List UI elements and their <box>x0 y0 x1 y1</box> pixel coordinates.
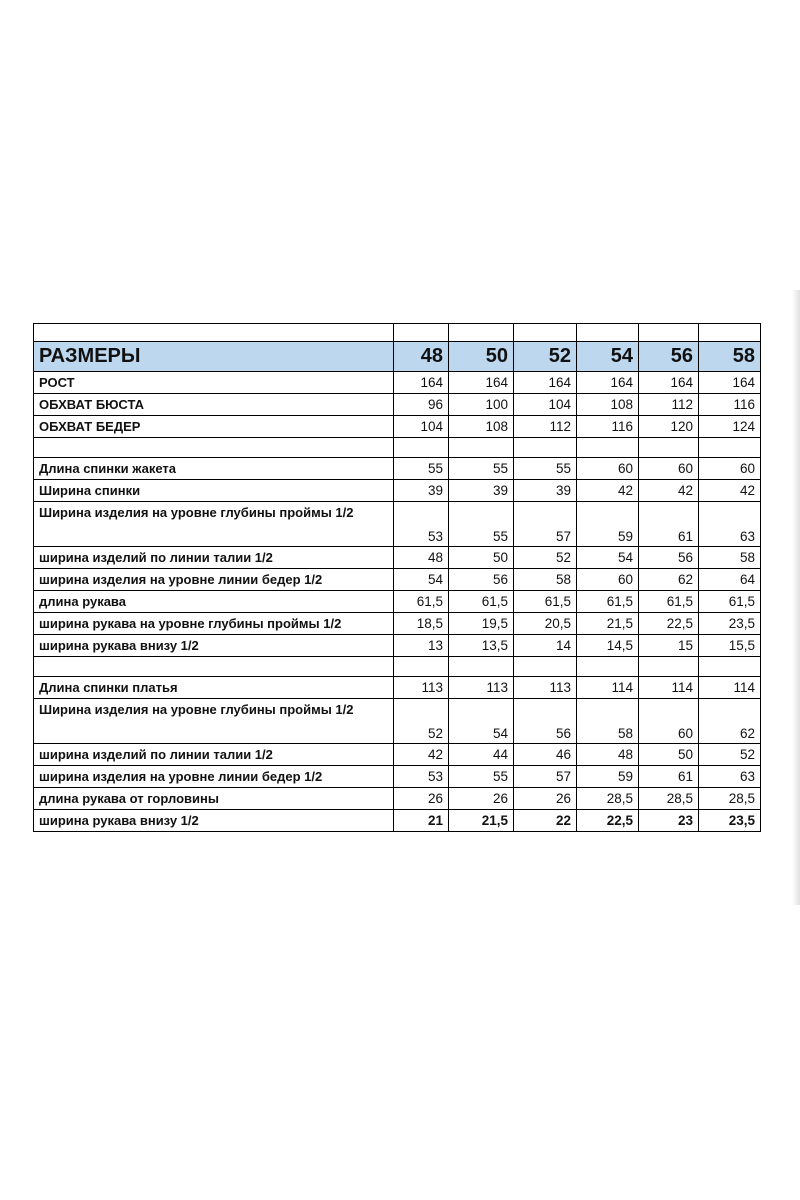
table-row <box>34 699 761 744</box>
measurement-value: 62 <box>639 569 699 591</box>
measurement-value: 96 <box>394 394 449 416</box>
measurement-value: 104 <box>394 416 449 438</box>
empty-cell <box>699 438 761 458</box>
measurement-label: ширина рукава на уровне глубины проймы 1/2 <box>34 613 394 635</box>
measurement-value: 55 <box>449 458 514 480</box>
measurement-label: ОБХВАТ БЮСТА <box>34 394 394 416</box>
table-row <box>34 394 761 416</box>
measurement-value: 57 <box>514 502 577 547</box>
measurement-value: 56 <box>514 699 577 744</box>
table-row <box>34 677 761 699</box>
measurement-value: 14 <box>514 635 577 657</box>
measurement-value: 58 <box>514 569 577 591</box>
measurement-value: 58 <box>577 699 639 744</box>
empty-cell <box>449 657 514 677</box>
measurement-value: 164 <box>639 372 699 394</box>
measurement-value: 53 <box>394 766 449 788</box>
measurement-value: 13,5 <box>449 635 514 657</box>
empty-cell <box>699 324 761 342</box>
table-top-empty-row <box>34 324 761 342</box>
measurement-label: длина рукава от горловины <box>34 788 394 810</box>
measurement-value: 63 <box>699 502 761 547</box>
table-row <box>34 502 761 547</box>
table-row <box>34 591 761 613</box>
table-row <box>34 744 761 766</box>
measurement-value: 164 <box>577 372 639 394</box>
measurement-value: 56 <box>449 569 514 591</box>
size-chart-body <box>34 324 761 832</box>
measurement-value: 164 <box>394 372 449 394</box>
empty-cell <box>449 324 514 342</box>
table-row <box>34 416 761 438</box>
table-row <box>34 547 761 569</box>
measurement-value: 120 <box>639 416 699 438</box>
measurement-label: ширина рукава внизу 1/2 <box>34 810 394 832</box>
measurement-value: 15 <box>639 635 699 657</box>
table-header-row <box>34 342 761 372</box>
measurement-value: 104 <box>514 394 577 416</box>
measurement-value: 15,5 <box>699 635 761 657</box>
measurement-value: 57 <box>514 766 577 788</box>
measurement-label: ширина изделия на уровне линии бедер 1/2 <box>34 766 394 788</box>
measurement-label: ширина рукава внизу 1/2 <box>34 635 394 657</box>
measurement-value: 61,5 <box>577 591 639 613</box>
measurement-value: 55 <box>449 766 514 788</box>
measurement-value: 52 <box>514 547 577 569</box>
table-row <box>34 372 761 394</box>
measurement-value: 164 <box>514 372 577 394</box>
table-row <box>34 458 761 480</box>
measurement-value: 19,5 <box>449 613 514 635</box>
measurement-value: 50 <box>639 744 699 766</box>
measurement-value: 39 <box>394 480 449 502</box>
measurement-value: 114 <box>699 677 761 699</box>
measurement-value: 116 <box>577 416 639 438</box>
measurement-value: 13 <box>394 635 449 657</box>
measurement-value: 21,5 <box>449 810 514 832</box>
measurement-label: ширина изделий по линии талии 1/2 <box>34 547 394 569</box>
measurement-value: 61,5 <box>699 591 761 613</box>
measurement-value: 55 <box>394 458 449 480</box>
measurement-value: 21 <box>394 810 449 832</box>
empty-cell <box>34 657 394 677</box>
measurement-value: 114 <box>577 677 639 699</box>
table-row <box>34 569 761 591</box>
empty-cell <box>577 438 639 458</box>
measurement-value: 52 <box>394 699 449 744</box>
size-header-52: 52 <box>514 342 577 372</box>
empty-cell <box>577 324 639 342</box>
table-spacer-row <box>34 657 761 677</box>
measurement-value: 22,5 <box>577 810 639 832</box>
measurement-value: 59 <box>577 766 639 788</box>
size-header-54: 54 <box>577 342 639 372</box>
empty-cell <box>514 657 577 677</box>
measurement-value: 113 <box>514 677 577 699</box>
size-header-56: 56 <box>639 342 699 372</box>
empty-cell <box>514 324 577 342</box>
measurement-value: 48 <box>394 547 449 569</box>
empty-cell <box>449 438 514 458</box>
measurement-value: 44 <box>449 744 514 766</box>
measurement-value: 60 <box>639 458 699 480</box>
measurement-value: 60 <box>699 458 761 480</box>
measurement-value: 113 <box>394 677 449 699</box>
measurement-value: 60 <box>639 699 699 744</box>
measurement-value: 61,5 <box>449 591 514 613</box>
measurement-value: 28,5 <box>699 788 761 810</box>
measurement-value: 54 <box>394 569 449 591</box>
measurement-value: 39 <box>449 480 514 502</box>
measurement-value: 112 <box>514 416 577 438</box>
measurement-value: 28,5 <box>639 788 699 810</box>
measurement-value: 22 <box>514 810 577 832</box>
empty-cell <box>699 657 761 677</box>
measurement-value: 54 <box>449 699 514 744</box>
empty-cell <box>639 438 699 458</box>
empty-cell <box>34 438 394 458</box>
measurement-label: ОБХВАТ БЕДЕР <box>34 416 394 438</box>
measurement-label: ширина изделия на уровне линии бедер 1/2 <box>34 569 394 591</box>
empty-cell <box>639 324 699 342</box>
measurement-value: 50 <box>449 547 514 569</box>
measurement-value: 42 <box>577 480 639 502</box>
measurement-label: Ширина изделия на уровне глубины проймы 1/2 <box>34 699 394 744</box>
size-header-50: 50 <box>449 342 514 372</box>
empty-cell <box>577 657 639 677</box>
empty-cell <box>394 657 449 677</box>
table-row <box>34 480 761 502</box>
measurement-value: 112 <box>639 394 699 416</box>
measurement-value: 26 <box>514 788 577 810</box>
measurement-value: 164 <box>449 372 514 394</box>
table-row <box>34 788 761 810</box>
measurement-value: 60 <box>577 458 639 480</box>
measurement-value: 22,5 <box>639 613 699 635</box>
measurement-value: 113 <box>449 677 514 699</box>
measurement-value: 58 <box>699 547 761 569</box>
empty-cell <box>394 438 449 458</box>
measurement-value: 20,5 <box>514 613 577 635</box>
measurement-value: 55 <box>514 458 577 480</box>
measurement-value: 39 <box>514 480 577 502</box>
table-spacer-row <box>34 438 761 458</box>
measurement-value: 42 <box>699 480 761 502</box>
empty-cell <box>34 324 394 342</box>
measurement-value: 23 <box>639 810 699 832</box>
measurement-label: Длина спинки жакета <box>34 458 394 480</box>
measurement-value: 61 <box>639 766 699 788</box>
measurement-value: 61,5 <box>394 591 449 613</box>
measurement-value: 64 <box>699 569 761 591</box>
measurement-label: ширина изделий по линии талии 1/2 <box>34 744 394 766</box>
measurement-value: 62 <box>699 699 761 744</box>
measurement-value: 55 <box>449 502 514 547</box>
measurement-value: 42 <box>394 744 449 766</box>
measurement-value: 108 <box>449 416 514 438</box>
measurement-label: Длина спинки платья <box>34 677 394 699</box>
measurement-value: 23,5 <box>699 810 761 832</box>
measurement-value: 61,5 <box>639 591 699 613</box>
size-chart-table <box>33 323 761 832</box>
measurement-value: 60 <box>577 569 639 591</box>
measurement-value: 28,5 <box>577 788 639 810</box>
measurement-value: 21,5 <box>577 613 639 635</box>
measurement-value: 18,5 <box>394 613 449 635</box>
empty-cell <box>514 438 577 458</box>
measurement-label: Ширина спинки <box>34 480 394 502</box>
measurement-label: Ширина изделия на уровне глубины проймы 1/2 <box>34 502 394 547</box>
measurement-value: 116 <box>699 394 761 416</box>
header-label: РАЗМЕРЫ <box>34 342 394 372</box>
measurement-value: 54 <box>577 547 639 569</box>
measurement-label: РОСТ <box>34 372 394 394</box>
measurement-value: 114 <box>639 677 699 699</box>
measurement-value: 42 <box>639 480 699 502</box>
measurement-value: 52 <box>699 744 761 766</box>
measurement-value: 59 <box>577 502 639 547</box>
table-row <box>34 766 761 788</box>
measurement-value: 48 <box>577 744 639 766</box>
measurement-value: 26 <box>394 788 449 810</box>
size-header-58: 58 <box>699 342 761 372</box>
empty-cell <box>394 324 449 342</box>
measurement-value: 14,5 <box>577 635 639 657</box>
size-header-48: 48 <box>394 342 449 372</box>
measurement-value: 53 <box>394 502 449 547</box>
measurement-value: 124 <box>699 416 761 438</box>
table-row <box>34 635 761 657</box>
measurement-value: 26 <box>449 788 514 810</box>
table-row <box>34 613 761 635</box>
page-edge-shadow <box>792 290 800 905</box>
measurement-value: 108 <box>577 394 639 416</box>
measurement-value: 164 <box>699 372 761 394</box>
measurement-value: 23,5 <box>699 613 761 635</box>
measurement-value: 56 <box>639 547 699 569</box>
measurement-value: 63 <box>699 766 761 788</box>
measurement-value: 61,5 <box>514 591 577 613</box>
table-row <box>34 810 761 832</box>
measurement-value: 100 <box>449 394 514 416</box>
empty-cell <box>639 657 699 677</box>
measurement-value: 61 <box>639 502 699 547</box>
measurement-label: длина рукава <box>34 591 394 613</box>
measurement-value: 46 <box>514 744 577 766</box>
